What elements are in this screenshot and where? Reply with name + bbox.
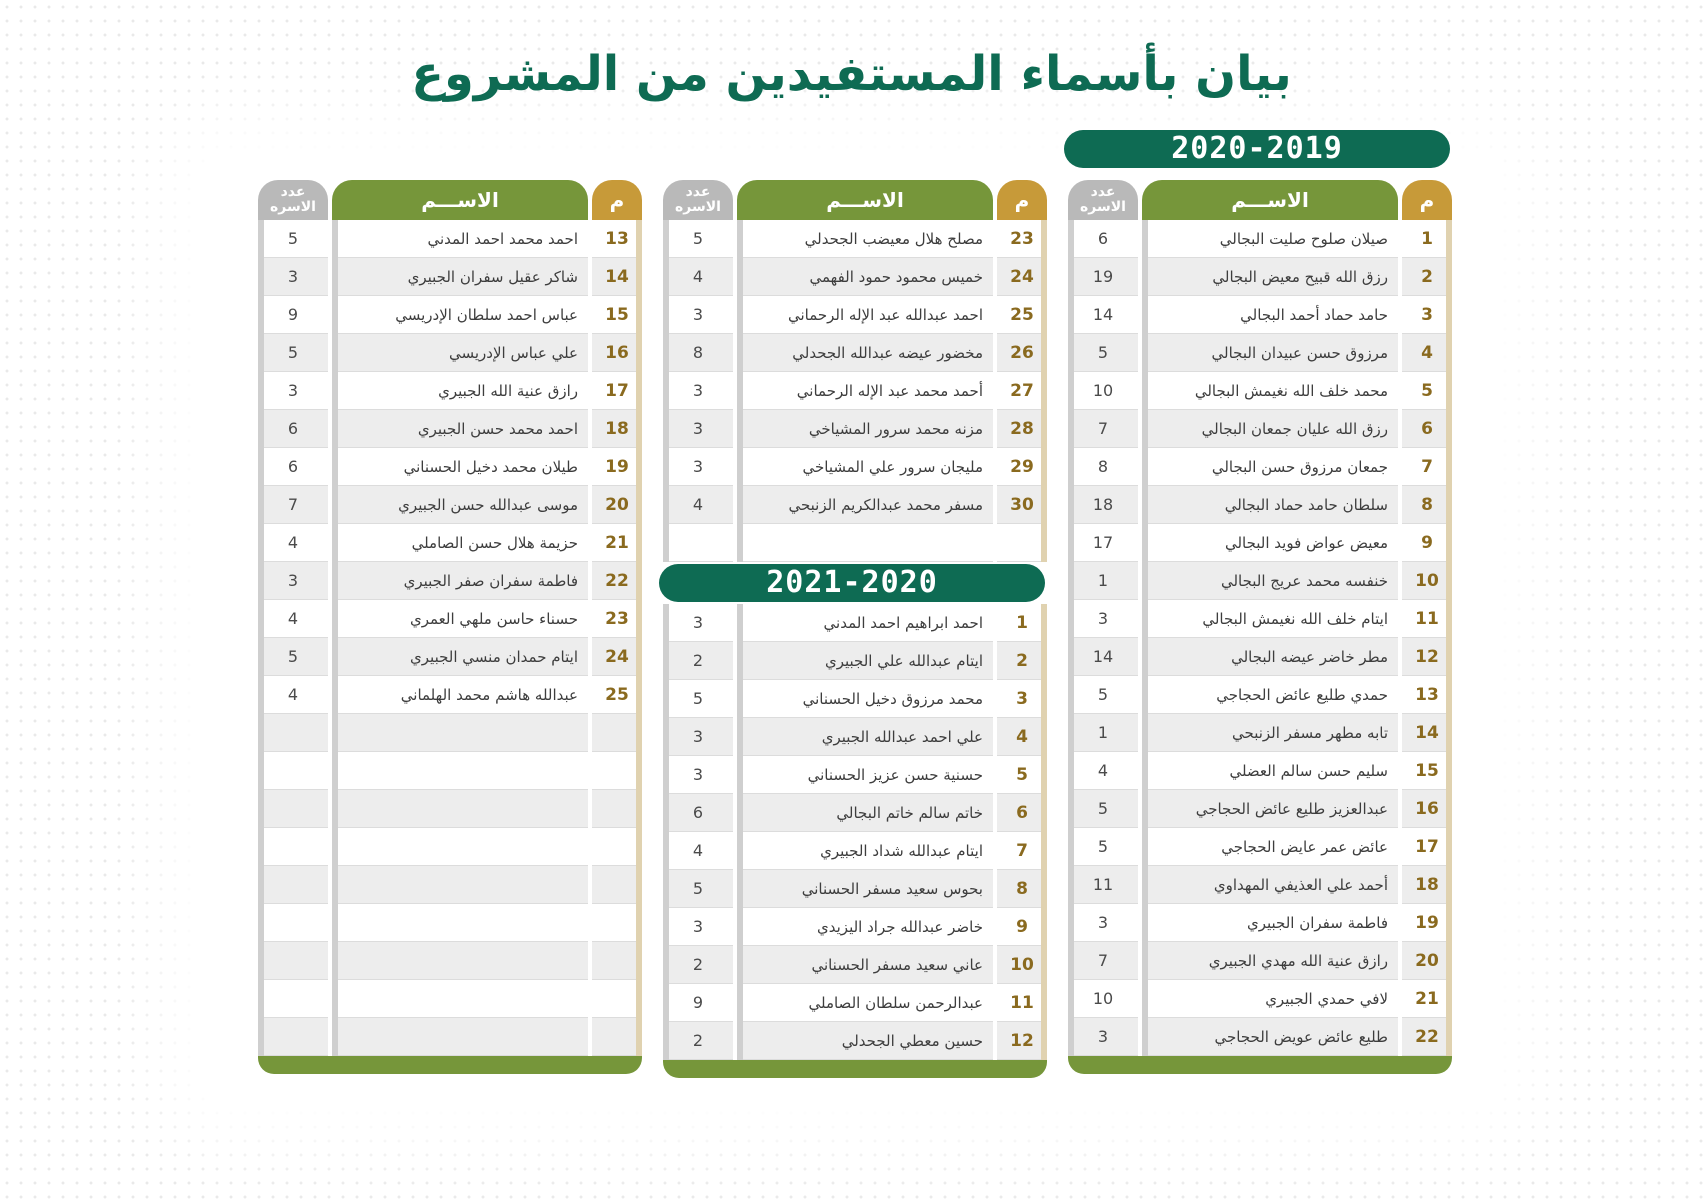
family-count: 5 [258,638,328,676]
table-row [254,600,642,638]
row-number: 5 [997,756,1047,794]
table-row [1064,752,1452,790]
beneficiary-name: عاني سعيد مسفر الحسناني [737,946,993,984]
table-row [254,486,642,524]
page-title: بيان بأسماء المستفيدين من المشروع [411,46,1292,102]
family-count: 2 [663,1022,733,1060]
table-row [1064,220,1452,258]
beneficiary-name: مسفر محمد عبدالكريم الزنبحي [737,486,993,524]
row-number: 19 [592,448,642,486]
header-name: الاســـم [332,180,588,220]
family-count: 7 [1068,410,1138,448]
beneficiary-name [332,866,588,904]
beneficiary-name [332,942,588,980]
family-count: 18 [1068,486,1138,524]
table-row [659,448,1047,486]
beneficiary-name: ايتام حمدان منسي الجبيري [332,638,588,676]
family-count [258,714,328,752]
beneficiary-name: عائض عمر عايض الحجاجي [1142,828,1398,866]
family-count [258,790,328,828]
family-count: 19 [1068,258,1138,296]
family-count [258,904,328,942]
beneficiary-name: حسناء حاسن ملهي العمري [332,600,588,638]
family-count: 2 [663,642,733,680]
row-number [592,866,642,904]
family-count: 4 [258,524,328,562]
family-count: 10 [1068,372,1138,410]
beneficiary-name: خاضر عبدالله جراد اليزيدي [737,908,993,946]
beneficiary-name [332,752,588,790]
row-number: 5 [1402,372,1452,410]
beneficiary-name: سلطان حامد حماد البجالي [1142,486,1398,524]
row-number: 4 [997,718,1047,756]
table-row [254,562,642,600]
beneficiary-name: أحمد علي العذيفي المهداوي [1142,866,1398,904]
table-row [254,220,642,258]
row-number: 7 [997,832,1047,870]
row-number: 15 [592,296,642,334]
family-count: 5 [258,220,328,258]
beneficiary-name [332,1018,588,1056]
column-footer-bar [1068,1056,1452,1074]
row-number [997,524,1047,562]
table-row [659,946,1047,984]
family-count: 9 [663,984,733,1022]
row-number: 17 [592,372,642,410]
table-row [1064,600,1452,638]
family-count: 5 [1068,790,1138,828]
beneficiary-name [332,790,588,828]
row-number [592,714,642,752]
column-header [659,178,1047,220]
family-count [663,524,733,562]
row-number: 24 [997,258,1047,296]
beneficiary-name: خاتم سالم خاتم البجالي [737,794,993,832]
table-row [659,984,1047,1022]
table-row [1064,1018,1452,1056]
beneficiary-name: حسين معطي الجحدلي [737,1022,993,1060]
family-count: 4 [663,486,733,524]
family-count: 5 [1068,828,1138,866]
table-row [1064,334,1452,372]
table-row [254,638,642,676]
table-row [659,1022,1047,1060]
family-count [258,980,328,1018]
table-row [254,258,642,296]
row-number: 20 [592,486,642,524]
year-banner-2020-2021: 2021-2020 [659,564,1045,602]
beneficiary-name: مزنه محمد سرور المشياخي [737,410,993,448]
beneficiary-name: ايتام عبدالله شداد الجبيري [737,832,993,870]
family-count: 14 [1068,296,1138,334]
family-count: 3 [258,258,328,296]
header-family-count: عدد الاسره [1068,180,1138,220]
beneficiary-name: موسى عبدالله حسن الجبيري [332,486,588,524]
row-number: 10 [1402,562,1452,600]
beneficiaries-column-3 [254,178,642,1076]
beneficiary-name: مخضور عيضه عبدالله الجحدلي [737,334,993,372]
row-number: 2 [997,642,1047,680]
row-number: 18 [1402,866,1452,904]
table-row [1064,638,1452,676]
table-row [1064,410,1452,448]
beneficiary-name: خميس محمود حمود الفهمي [737,258,993,296]
column-header [1064,178,1452,220]
beneficiary-name [332,980,588,1018]
table-row [659,372,1047,410]
family-count: 1 [1068,562,1138,600]
row-number: 20 [1402,942,1452,980]
table-row [1064,372,1452,410]
empty-table-row [254,790,642,828]
beneficiary-name: عبدالعزيز طليع عائض الحجاجي [1142,790,1398,828]
beneficiary-name: مطر خاضر عيضه البجالي [1142,638,1398,676]
row-number: 17 [1402,828,1452,866]
table-row [659,296,1047,334]
beneficiary-name: رزق الله عليان جمعان البجالي [1142,410,1398,448]
beneficiary-name: حسنية حسن عزيز الحسناني [737,756,993,794]
table-row [254,524,642,562]
row-number: 11 [1402,600,1452,638]
family-count [258,828,328,866]
row-number: 9 [1402,524,1452,562]
beneficiary-name: فاطمة سفران صفر الجبيري [332,562,588,600]
family-count: 3 [663,718,733,756]
table-row [1064,714,1452,752]
row-number: 30 [997,486,1047,524]
table-row [1064,486,1452,524]
family-count: 3 [663,410,733,448]
family-count: 6 [1068,220,1138,258]
family-count: 6 [258,410,328,448]
row-number: 16 [592,334,642,372]
row-number: 3 [1402,296,1452,334]
beneficiary-name: بحوس سعيد مسفر الحسناني [737,870,993,908]
family-count: 7 [1068,942,1138,980]
table-row [1064,866,1452,904]
beneficiary-name: حمدي طليع عائض الحجاجي [1142,676,1398,714]
row-number: 9 [997,908,1047,946]
table-row [659,334,1047,372]
row-number: 6 [997,794,1047,832]
family-count: 1 [1068,714,1138,752]
row-number: 22 [592,562,642,600]
family-count: 6 [258,448,328,486]
table-row [1064,790,1452,828]
table-row [1064,258,1452,296]
table-row [1064,524,1452,562]
row-number: 6 [1402,410,1452,448]
row-number: 25 [592,676,642,714]
table-row [254,448,642,486]
beneficiary-name: عبدالرحمن سلطان الصاملي [737,984,993,1022]
beneficiary-name: عبدالله هاشم محمد الهلماني [332,676,588,714]
beneficiary-name: محمد خلف الله نغيمش البجالي [1142,372,1398,410]
table-row [1064,942,1452,980]
beneficiary-name: مرزوق حسن عبيدان البجالي [1142,334,1398,372]
row-number: 27 [997,372,1047,410]
table-row [254,676,642,714]
row-number: 8 [1402,486,1452,524]
row-number: 13 [1402,676,1452,714]
beneficiary-name: صيلان صلوح صليت البجالي [1142,220,1398,258]
beneficiary-name: علي عباس الإدريسي [332,334,588,372]
row-number: 25 [997,296,1047,334]
family-count: 7 [258,486,328,524]
row-number: 11 [997,984,1047,1022]
table-row [659,220,1047,258]
family-count [258,1018,328,1056]
row-number: 14 [592,258,642,296]
table-row [659,410,1047,448]
row-number: 24 [592,638,642,676]
beneficiary-name: علي احمد عبدالله الجبيري [737,718,993,756]
empty-table-row [659,524,1047,562]
rows-col2b [659,604,1047,1060]
beneficiary-name [332,904,588,942]
beneficiary-name: رزق الله قبيح معيض البجالي [1142,258,1398,296]
row-number: 1 [997,604,1047,642]
family-count: 3 [663,296,733,334]
row-number: 26 [997,334,1047,372]
beneficiary-name: خنفسه محمد عريج البجالي [1142,562,1398,600]
family-count: 4 [663,258,733,296]
beneficiary-name: طليع عائض عويض الحجاجي [1142,1018,1398,1056]
beneficiary-name: شاكر عقيل سفران الجبيري [332,258,588,296]
family-count: 3 [1068,904,1138,942]
row-number: 4 [1402,334,1452,372]
beneficiary-name: أحمد محمد عبد الإله الرحماني [737,372,993,410]
beneficiary-name: طيلان محمد دخيل الحسناني [332,448,588,486]
family-count: 4 [258,676,328,714]
table-row [659,258,1047,296]
table-row [659,680,1047,718]
beneficiary-name: ايتام عبدالله علي الجبيري [737,642,993,680]
beneficiary-name: احمد محمد حسن الجبيري [332,410,588,448]
header-number: م [997,180,1047,220]
table-row [254,296,642,334]
family-count: 4 [258,600,328,638]
family-count: 2 [663,946,733,984]
row-number [592,942,642,980]
row-number: 15 [1402,752,1452,790]
family-count: 3 [663,372,733,410]
beneficiary-name: رازق عنية الله مهدي الجبيري [1142,942,1398,980]
family-count: 3 [1068,600,1138,638]
header-number: م [1402,180,1452,220]
year-banner-2019-2020: 2020-2019 [1064,130,1450,168]
beneficiary-name: لافي حمدي الجبيري [1142,980,1398,1018]
rows-col2a [659,220,1047,562]
beneficiary-name: حامد حماد أحمد البجالي [1142,296,1398,334]
family-count: 3 [1068,1018,1138,1056]
table-row [254,372,642,410]
family-count [258,752,328,790]
row-number: 18 [592,410,642,448]
rows-col3 [254,220,642,1056]
empty-table-row [254,942,642,980]
table-row [659,486,1047,524]
row-number: 21 [1402,980,1452,1018]
beneficiary-name: سليم حسن سالم العضلي [1142,752,1398,790]
column-footer-bar [258,1056,642,1074]
family-count: 5 [663,220,733,258]
family-count: 3 [663,448,733,486]
table-row [1064,828,1452,866]
row-number: 13 [592,220,642,258]
family-count: 5 [258,334,328,372]
row-number: 28 [997,410,1047,448]
beneficiaries-column-2 [659,178,1047,1080]
family-count: 8 [663,334,733,372]
column-header [254,178,642,220]
beneficiaries-column-1 [1064,178,1452,1076]
beneficiary-name: جمعان مرزوق حسن البجالي [1142,448,1398,486]
family-count: 5 [1068,676,1138,714]
row-number [592,790,642,828]
row-number [592,904,642,942]
family-count [258,942,328,980]
column-footer-bar [663,1060,1047,1078]
row-number: 12 [1402,638,1452,676]
row-number [592,752,642,790]
empty-table-row [254,904,642,942]
beneficiary-name [332,828,588,866]
family-count: 8 [1068,448,1138,486]
beneficiary-name: محمد مرزوق دخيل الحسناني [737,680,993,718]
family-count: 6 [663,794,733,832]
row-number: 7 [1402,448,1452,486]
row-number: 22 [1402,1018,1452,1056]
beneficiary-name: مصلح هلال معيضب الجحدلي [737,220,993,258]
row-number: 8 [997,870,1047,908]
row-number [592,1018,642,1056]
row-number: 3 [997,680,1047,718]
family-count: 3 [663,604,733,642]
header-name: الاســـم [737,180,993,220]
row-number: 19 [1402,904,1452,942]
header-family-count: عدد الاسره [258,180,328,220]
table-row [659,642,1047,680]
table-row [659,794,1047,832]
empty-table-row [254,866,642,904]
table-row [659,908,1047,946]
beneficiary-name: احمد ابراهيم احمد المدني [737,604,993,642]
family-count: 14 [1068,638,1138,676]
table-row [254,334,642,372]
row-number [592,980,642,1018]
empty-table-row [254,980,642,1018]
header-number: م [592,180,642,220]
row-number: 16 [1402,790,1452,828]
header-family-count: عدد الاسره [663,180,733,220]
row-number: 10 [997,946,1047,984]
beneficiary-name: معيض عواض فويد البجالي [1142,524,1398,562]
beneficiary-name: احمد عبدالله عبد الإله الرحماني [737,296,993,334]
row-number: 12 [997,1022,1047,1060]
header-name: الاســـم [1142,180,1398,220]
table-row [659,718,1047,756]
beneficiary-name: فاطمة سفران الجبيري [1142,904,1398,942]
row-number: 21 [592,524,642,562]
family-count: 5 [663,870,733,908]
row-number: 23 [592,600,642,638]
beneficiary-name [737,524,993,562]
row-number: 1 [1402,220,1452,258]
family-count: 5 [663,680,733,718]
beneficiary-name: احمد محمد احمد المدني [332,220,588,258]
beneficiary-name: رازق عنية الله الجبيري [332,372,588,410]
table-row [1064,676,1452,714]
family-count: 11 [1068,866,1138,904]
beneficiary-name: عباس احمد سلطان الإدريسي [332,296,588,334]
row-number [592,828,642,866]
table-row [1064,562,1452,600]
beneficiary-name: مليجان سرور علي المشياخي [737,448,993,486]
beneficiary-name: حزيمة هلال حسن الصاملي [332,524,588,562]
family-count: 5 [1068,334,1138,372]
table-row [1064,296,1452,334]
rows-col1 [1064,220,1452,1056]
family-count: 3 [663,908,733,946]
table-row [659,870,1047,908]
table-row [1064,980,1452,1018]
family-count: 4 [663,832,733,870]
table-row [1064,448,1452,486]
family-count: 4 [1068,752,1138,790]
table-row [659,832,1047,870]
empty-table-row [254,714,642,752]
row-number: 29 [997,448,1047,486]
beneficiary-name: تابه مطهر مسفر الزنبحي [1142,714,1398,752]
family-count: 17 [1068,524,1138,562]
empty-table-row [254,752,642,790]
table-row [254,410,642,448]
beneficiary-name: ايتام خلف الله نغيمش البجالي [1142,600,1398,638]
empty-table-row [254,828,642,866]
family-count: 3 [663,756,733,794]
table-row [659,604,1047,642]
family-count [258,866,328,904]
row-number: 23 [997,220,1047,258]
family-count: 3 [258,562,328,600]
row-number: 2 [1402,258,1452,296]
beneficiary-name [332,714,588,752]
family-count: 10 [1068,980,1138,1018]
family-count: 9 [258,296,328,334]
table-row [1064,904,1452,942]
empty-table-row [254,1018,642,1056]
table-row [659,756,1047,794]
row-number: 14 [1402,714,1452,752]
family-count: 3 [258,372,328,410]
